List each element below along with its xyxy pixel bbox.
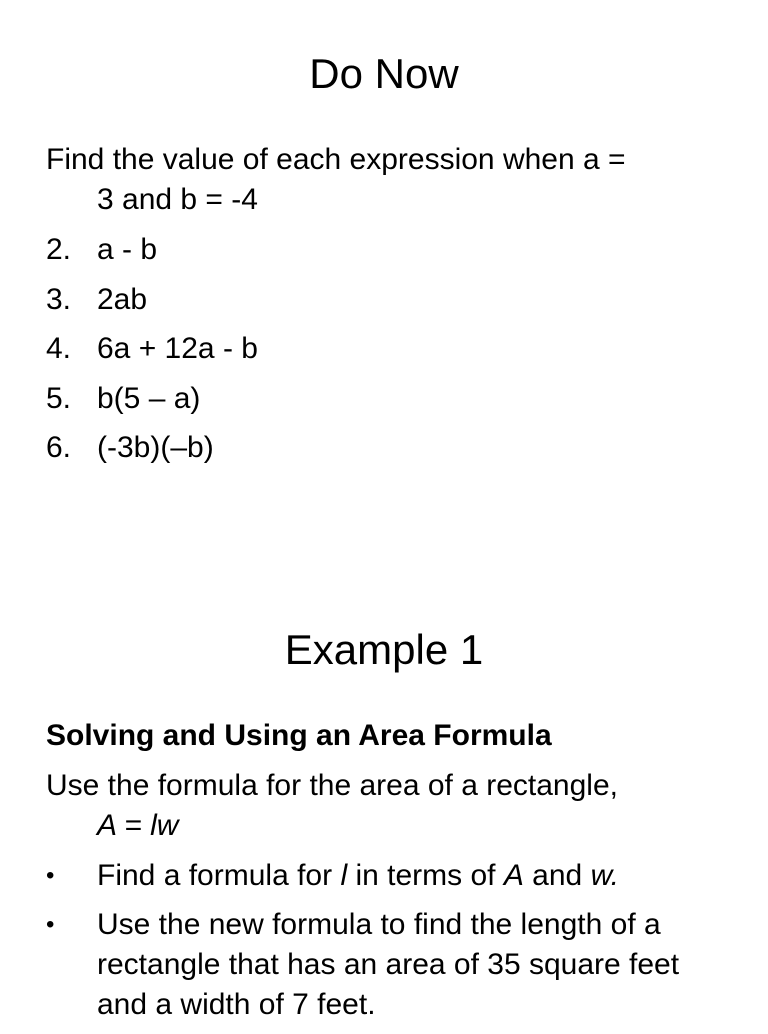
list-item: [46, 230, 258, 270]
item-expression: 2ab: [97, 282, 148, 316]
list-item: [46, 379, 258, 419]
item-number: 5.: [46, 381, 72, 415]
item-number: 2.: [46, 233, 72, 266]
task-text: Use the new formula to find the length of a rectangle that has an area of 35 square feet and a width of 7 feet.: [97, 908, 680, 1021]
item-number: 3.: [46, 282, 72, 316]
instruction-line-1: Use the formula for the area of a rectangle,: [46, 769, 618, 802]
instruction-line-2: 3 and b = -4: [97, 183, 258, 216]
list-item: [46, 280, 258, 320]
list-item: [46, 428, 258, 468]
instruction-text: [46, 766, 726, 846]
area-formula: A = lw: [97, 809, 179, 842]
list-item: [46, 905, 736, 1025]
item-expression: 6a + 12a - b: [97, 332, 258, 365]
item-number: 4.: [46, 332, 72, 365]
item-expression: a - b: [97, 233, 158, 266]
instruction-line-1: Find the value of each expression when a =: [46, 143, 626, 176]
expression-list: [46, 230, 258, 478]
instruction-text: [46, 140, 726, 220]
bullet-icon: •: [46, 911, 55, 938]
task-list: [46, 856, 736, 1034]
slide-title: Do Now: [309, 50, 459, 97]
task-text: Find a formula for l in terms of A and w.: [97, 859, 619, 892]
section-heading: Solving and Using an Area Formula: [46, 719, 552, 752]
bullet-icon: •: [46, 862, 55, 889]
item-expression: (-3b)(–b): [97, 431, 214, 464]
list-item: [46, 856, 736, 896]
slide-do-now: [0, 0, 768, 512]
slide-title: Example 1: [284, 626, 484, 673]
slide-example-1: [0, 576, 768, 1024]
item-expression: b(5 – a): [97, 381, 201, 415]
item-number: 6.: [46, 431, 72, 464]
list-item: [46, 329, 258, 369]
